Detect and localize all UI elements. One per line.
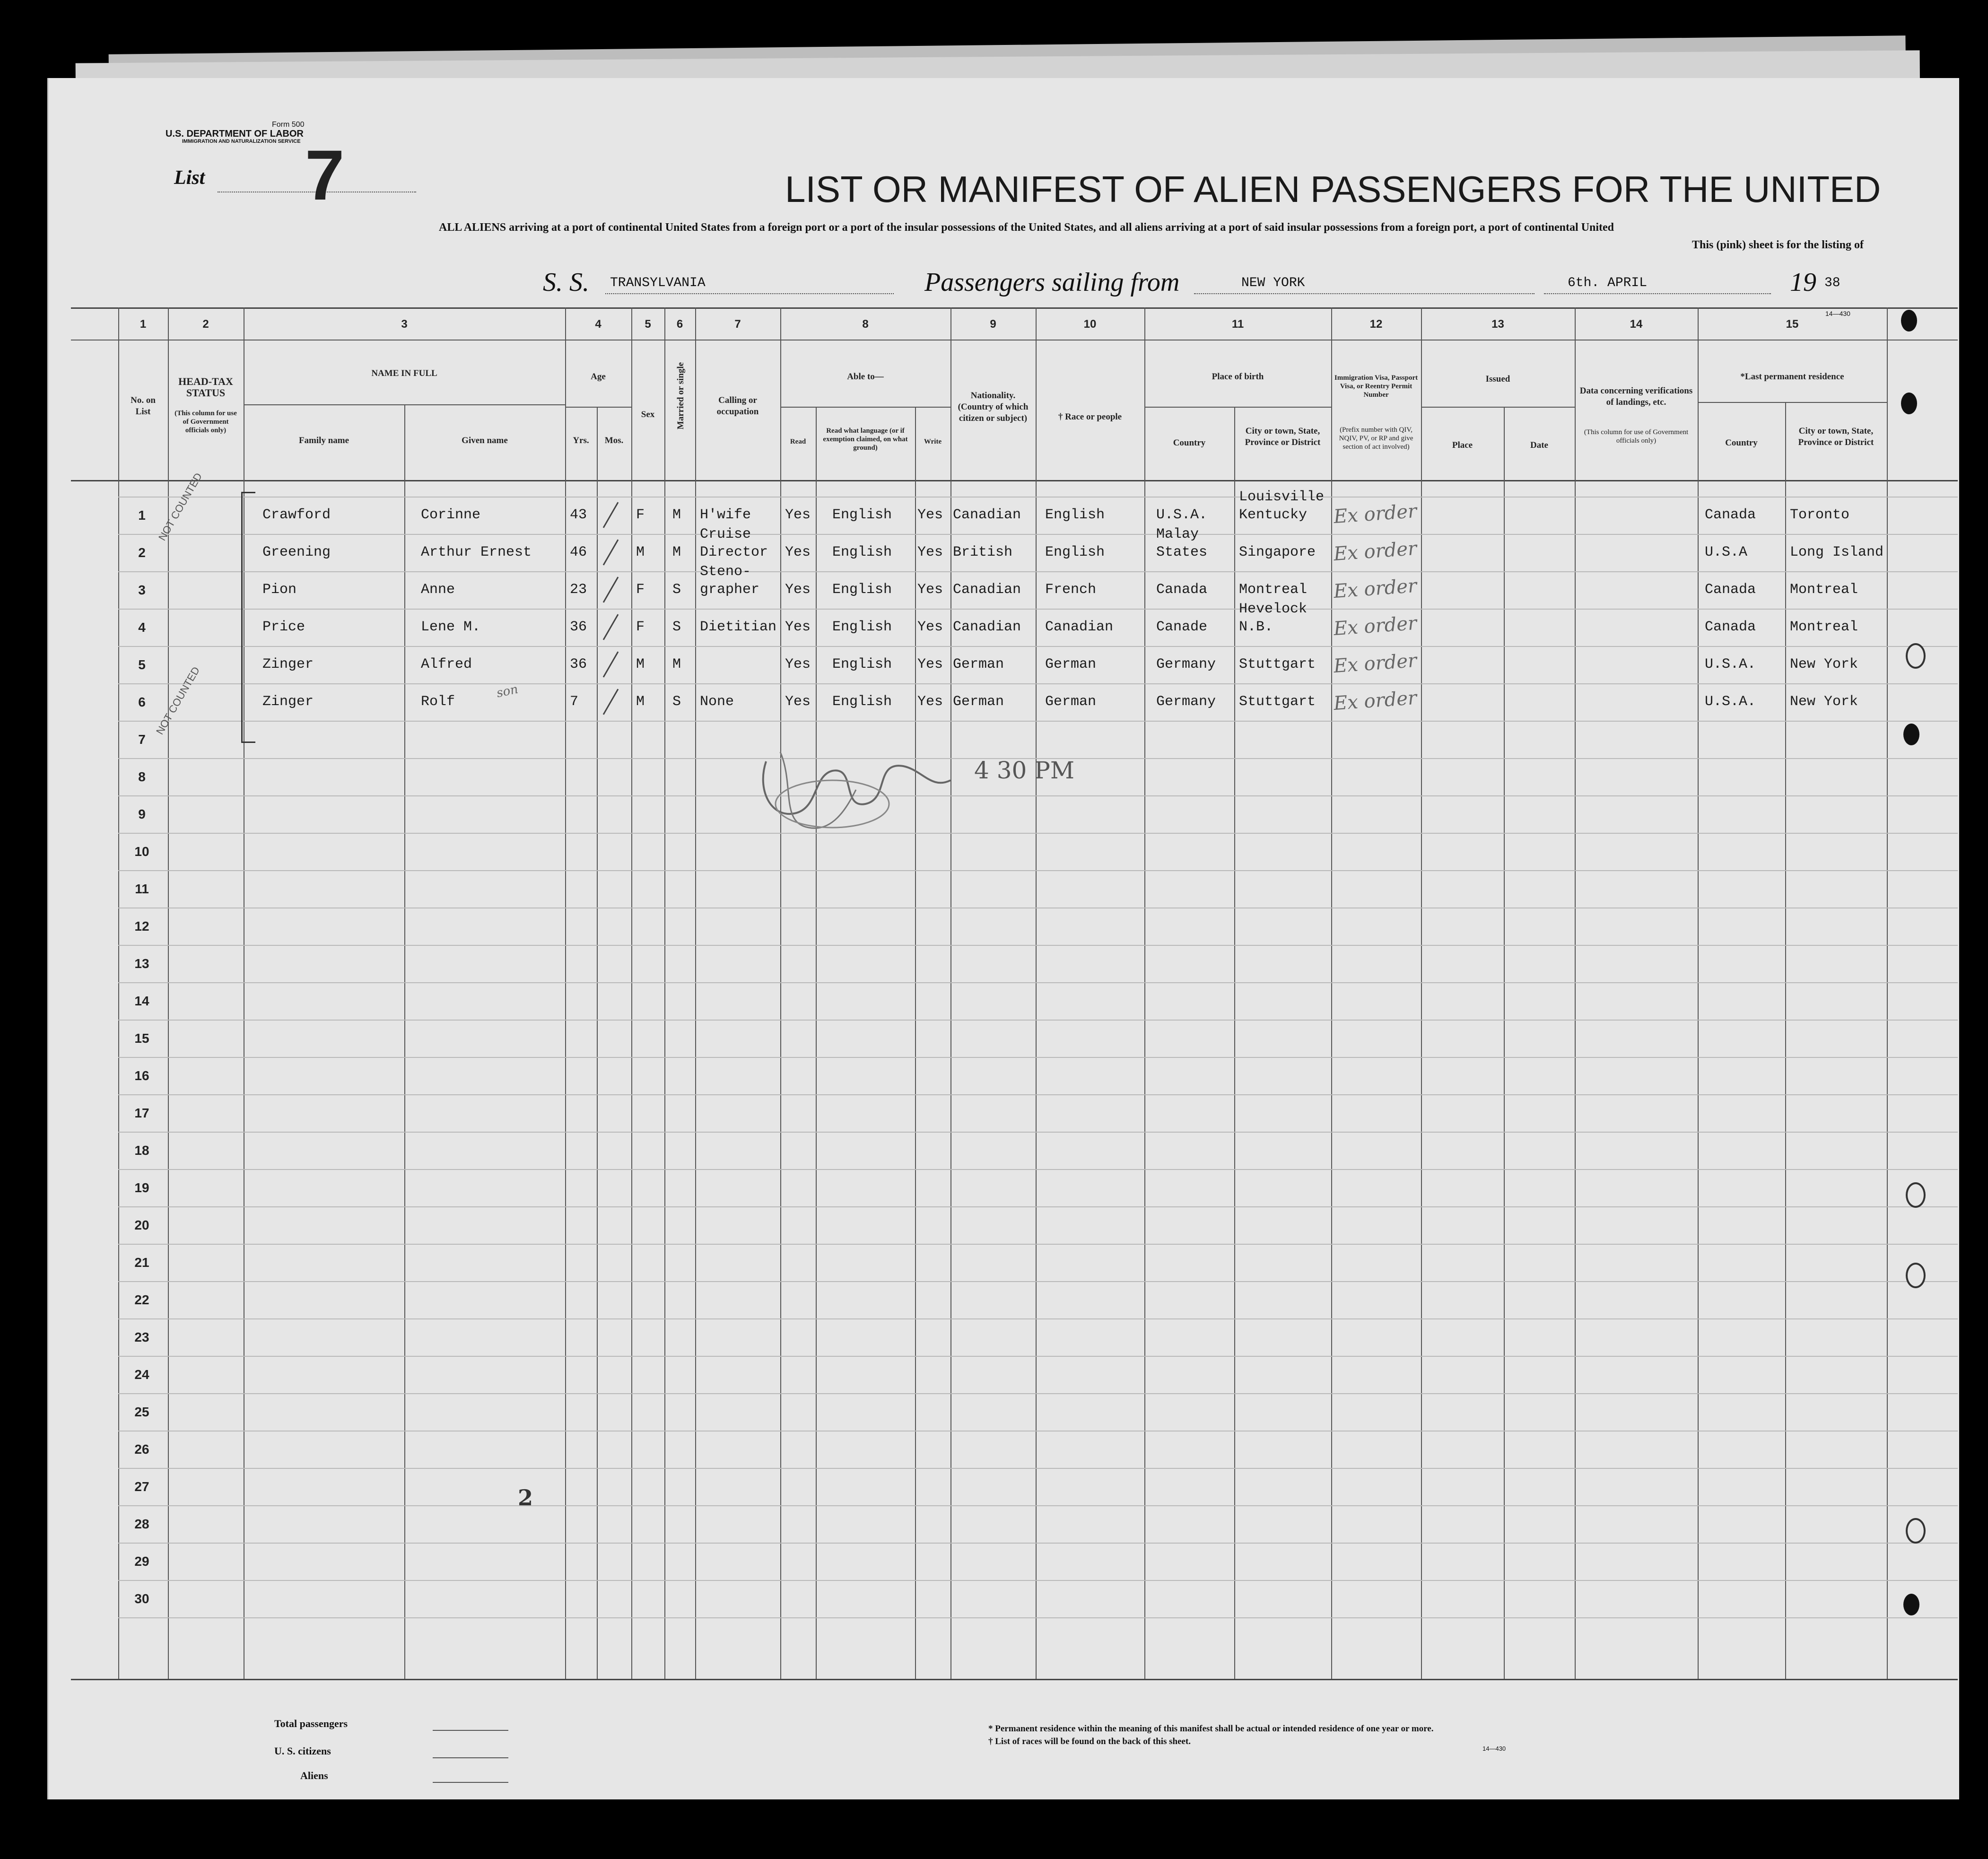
sailing-label: Passengers sailing from xyxy=(924,268,1180,297)
col-line xyxy=(1698,307,1699,1679)
not-counted-stamp: NOT COUNTED xyxy=(156,471,205,543)
res-country-cell: Canada xyxy=(1705,507,1756,523)
header-issued-date: Date xyxy=(1530,440,1548,450)
row-rule xyxy=(118,1580,1958,1581)
header-birth-city: City or town, State, Province or District xyxy=(1245,426,1321,447)
binder-hole xyxy=(1901,393,1917,414)
row-rule xyxy=(118,1094,1958,1095)
port-name: NEW YORK xyxy=(1241,276,1305,290)
birth-city-cell: Singapore xyxy=(1239,544,1316,560)
read-cell: Yes xyxy=(785,507,811,523)
binder-hole xyxy=(1906,1263,1926,1288)
race-cell: German xyxy=(1045,656,1097,672)
race-cell: Canadian xyxy=(1045,619,1114,635)
header-place-of-birth: Place of birth xyxy=(1212,372,1264,382)
language-cell: English xyxy=(832,656,892,672)
header-calling: Calling or occupation xyxy=(716,395,759,417)
row-rule xyxy=(118,721,1958,722)
column-number: 14 xyxy=(1630,318,1643,331)
row-number: 23 xyxy=(134,1330,149,1344)
col-line xyxy=(597,407,598,1679)
header-no-on-list: No. on List xyxy=(131,395,156,417)
row-number: 13 xyxy=(134,956,149,971)
nationality-cell: German xyxy=(953,656,1004,672)
nationality-cell: Canadian xyxy=(953,582,1021,598)
row-rule xyxy=(118,534,1958,535)
group-bracket-top xyxy=(241,492,255,493)
time-stamp: 4 30 PM xyxy=(974,757,1075,784)
header-visa-note: (Prefix number with QIV, NQIV, PV, or RP and give section of act involved) xyxy=(1339,426,1413,451)
family-name-cell: Greening xyxy=(262,544,331,560)
not-counted-stamp: NOT COUNTED xyxy=(154,664,202,737)
header-write: Write xyxy=(924,438,942,445)
row-rule xyxy=(118,870,1958,871)
col-line xyxy=(1331,307,1332,1679)
language-cell: English xyxy=(832,619,892,635)
manifest-title: LIST OR MANIFEST OF ALIEN PASSENGERS FOR THE UNITED xyxy=(785,168,1881,210)
column-number: 12 xyxy=(1369,318,1383,331)
row-number: 18 xyxy=(134,1143,149,1158)
row-rule xyxy=(118,1617,1958,1618)
row-rule xyxy=(118,1057,1958,1058)
row-rule xyxy=(118,646,1958,647)
given-name-cell: Corinne xyxy=(421,507,481,523)
row-rule xyxy=(118,683,1958,684)
race-cell: English xyxy=(1045,544,1105,560)
subtitle-line-1: ALL ALIENS arriving at a port of continental United States from a foreign port or a port of the insular possessions of the United States, and all aliens arriving at a port of said insular possessions from a foreign port, a port of continental United xyxy=(439,221,1614,234)
footer-note-1: * Permanent residence within the meaning of this manifest shall be actual or intended residence of one year or more. xyxy=(988,1724,1434,1734)
sex-cell: M xyxy=(636,694,645,710)
birth-subheader-line xyxy=(1144,407,1331,408)
ship-name: TRANSYLVANIA xyxy=(610,276,706,290)
age-yrs-cell: 7 xyxy=(570,694,579,710)
col-line xyxy=(780,307,781,1679)
married-cell: M xyxy=(672,656,681,672)
row-number: 8 xyxy=(138,769,146,784)
given-name-cell: Rolf xyxy=(421,694,455,710)
row-number: 29 xyxy=(134,1554,149,1569)
birth-city-cell: N.B. xyxy=(1239,619,1273,635)
binder-hole xyxy=(1903,724,1919,745)
birth-country-cell: U.S.A. xyxy=(1156,507,1208,523)
header-issued: Issued xyxy=(1485,374,1510,384)
read-cell: Yes xyxy=(785,582,811,598)
column-number: 11 xyxy=(1231,318,1244,331)
row-rule xyxy=(118,1281,1958,1282)
birth-city-above-cell: Louisville xyxy=(1239,489,1325,505)
language-cell: English xyxy=(832,507,892,523)
footer-us-citizens: U. S. citizens xyxy=(274,1745,331,1757)
col-line xyxy=(1575,307,1576,1679)
column-number: 8 xyxy=(862,318,869,331)
sailing-date: 6th. APRIL xyxy=(1568,276,1648,290)
header-mos: Mos. xyxy=(604,436,624,445)
married-cell: S xyxy=(672,582,681,598)
column-number: 15 xyxy=(1786,318,1799,331)
column-number: 10 xyxy=(1083,318,1097,331)
footer-line xyxy=(433,1730,508,1731)
binder-hole xyxy=(1903,1594,1919,1615)
col-line xyxy=(1421,307,1422,1679)
header-bottom-border xyxy=(71,480,1958,481)
visa-cell: Ex order xyxy=(1333,687,1418,715)
header-yrs: Yrs. xyxy=(573,436,589,445)
sex-cell: F xyxy=(636,619,645,635)
language-cell: English xyxy=(832,544,892,560)
col-line xyxy=(915,407,916,1679)
birth-country-cell: Germany xyxy=(1156,656,1216,672)
age-yrs-cell: 43 xyxy=(570,507,587,523)
header-family-name: Family name xyxy=(298,436,349,445)
birth-country-cell: Canade xyxy=(1156,619,1208,635)
family-name-cell: Pion xyxy=(262,582,297,598)
row-number: 17 xyxy=(134,1106,149,1120)
age-yrs-cell: 46 xyxy=(570,544,587,560)
family-name-cell: Zinger xyxy=(262,656,314,672)
header-last-residence: *Last permanent residence xyxy=(1740,372,1844,382)
res-city-cell: New York xyxy=(1790,694,1858,710)
sex-cell: M xyxy=(636,544,645,560)
nationality-cell: German xyxy=(953,694,1004,710)
birth-country-cell: Germany xyxy=(1156,694,1216,710)
row-rule xyxy=(118,1206,1958,1207)
row-number: 2 xyxy=(138,545,146,560)
year-prefix: 19 xyxy=(1790,268,1816,297)
column-number: 2 xyxy=(202,318,209,331)
write-cell: Yes xyxy=(917,582,943,598)
binder-hole xyxy=(1906,1518,1926,1544)
read-cell: Yes xyxy=(785,544,811,560)
group-bracket-bottom xyxy=(241,742,255,743)
manifest-sheet xyxy=(47,78,1959,1799)
visa-cell: Ex order xyxy=(1333,575,1418,603)
column-number: 5 xyxy=(645,318,651,331)
given-name-note: son xyxy=(495,682,520,701)
calling-above-cell: Cruise xyxy=(700,526,751,542)
given-name-cell: Alfred xyxy=(421,656,472,672)
service: IMMIGRATION AND NATURALIZATION SERVICE xyxy=(182,139,301,144)
signature-stamp xyxy=(752,733,960,842)
row-rule xyxy=(118,1393,1958,1394)
table-top-border xyxy=(71,307,1958,309)
header-head-tax-note: (This column for use of Government officials only) xyxy=(174,410,237,434)
header-name-in-full: NAME IN FULL xyxy=(371,368,437,378)
row-rule xyxy=(118,609,1958,610)
row-rule xyxy=(118,571,1958,572)
footer-line xyxy=(433,1757,508,1758)
row-rule xyxy=(118,1543,1958,1544)
col-line xyxy=(1144,307,1145,1679)
row-number: 6 xyxy=(138,695,146,709)
read-cell: Yes xyxy=(785,656,811,672)
footer-note-2: † List of races will be found on the back of this sheet. xyxy=(988,1737,1191,1746)
header-data-verif-note: (This column for use of Government officials only) xyxy=(1584,428,1689,445)
header-read-language: Read what language (or if exemption claimed, on what ground) xyxy=(823,427,908,452)
row-number: 28 xyxy=(134,1517,149,1531)
ss-label: S. S. xyxy=(543,268,589,297)
table-bottom-border xyxy=(71,1679,1958,1680)
write-cell: Yes xyxy=(917,694,943,710)
birth-city-cell: Stuttgart xyxy=(1239,694,1316,710)
visa-cell: Ex order xyxy=(1333,649,1418,678)
res-country-cell: Canada xyxy=(1705,582,1756,598)
group-bracket xyxy=(241,492,243,742)
birth-city-cell: Stuttgart xyxy=(1239,656,1316,672)
row-number: 15 xyxy=(134,1031,149,1046)
birth-city-above-cell: Hevelock xyxy=(1239,601,1308,617)
row-number: 3 xyxy=(138,583,146,597)
res-country-cell: U.S.A. xyxy=(1705,656,1756,672)
row-number: 21 xyxy=(134,1255,149,1270)
date-underline xyxy=(1544,293,1771,294)
row-rule xyxy=(118,1132,1958,1133)
calling-cell: None xyxy=(700,694,734,710)
res-city-cell: Long Island xyxy=(1790,544,1884,560)
col-line xyxy=(1785,402,1786,1679)
race-cell: English xyxy=(1045,507,1105,523)
binder-hole xyxy=(1906,643,1926,669)
nationality-cell: British xyxy=(953,544,1013,560)
footer-total-passengers: Total passengers xyxy=(274,1718,348,1729)
res-city-cell: Montreal xyxy=(1790,582,1858,598)
col-line xyxy=(695,307,696,1679)
row-rule xyxy=(118,1505,1958,1506)
age-yrs-cell: 36 xyxy=(570,656,587,672)
write-cell: Yes xyxy=(917,619,943,635)
column-number: 4 xyxy=(595,318,602,331)
row-number: 4 xyxy=(138,620,146,635)
write-cell: Yes xyxy=(917,507,943,523)
header-head-tax: HEAD-TAX STATUS xyxy=(178,375,233,399)
race-cell: French xyxy=(1045,582,1097,598)
visa-cell: Ex order xyxy=(1333,500,1418,528)
list-label: List xyxy=(174,167,205,189)
footer-aliens: Aliens xyxy=(300,1770,328,1781)
birth-city-cell: Kentucky xyxy=(1239,507,1308,523)
married-cell: S xyxy=(672,619,681,635)
header-sex: Sex xyxy=(641,410,655,419)
read-cell: Yes xyxy=(785,619,811,635)
row-rule xyxy=(118,1169,1958,1170)
res-country-cell: Canada xyxy=(1705,619,1756,635)
age-yrs-cell: 23 xyxy=(570,582,587,598)
col-line xyxy=(1887,307,1888,1679)
header-read: Read xyxy=(790,438,806,445)
res-country-cell: U.S.A xyxy=(1705,544,1748,560)
column-number: 1 xyxy=(140,318,147,331)
row-rule xyxy=(118,1356,1958,1357)
given-name-cell: Arthur Ernest xyxy=(421,544,532,560)
family-name-cell: Zinger xyxy=(262,694,314,710)
header-able-to: Able to— xyxy=(847,372,884,382)
sex-cell: F xyxy=(636,507,645,523)
birth-country-cell: States xyxy=(1156,544,1208,560)
col-line xyxy=(1036,307,1037,1679)
header-visa: Immigration Visa, Passport Visa, or Reentry Permit Number xyxy=(1334,374,1418,399)
calling-cell: Director xyxy=(700,544,768,560)
married-cell: M xyxy=(672,507,681,523)
row-number: 22 xyxy=(134,1292,149,1307)
res-city-cell: Toronto xyxy=(1790,507,1850,523)
header-issued-place: Place xyxy=(1452,440,1473,450)
row-rule xyxy=(118,833,1958,834)
row-rule xyxy=(118,1020,1958,1021)
row-rule xyxy=(118,945,1958,946)
footer-line xyxy=(433,1782,508,1783)
row-number: 24 xyxy=(134,1367,149,1382)
header-birth-country: Country xyxy=(1173,438,1206,448)
read-cell: Yes xyxy=(785,694,811,710)
col-line xyxy=(816,407,817,1679)
col-line xyxy=(168,307,169,1679)
row-number: 12 xyxy=(134,919,149,934)
binder-hole xyxy=(1906,1182,1926,1208)
row-number: 11 xyxy=(135,881,149,896)
visa-cell: Ex order xyxy=(1333,537,1418,566)
year-suffix: 38 xyxy=(1824,276,1840,290)
col-line xyxy=(1234,407,1235,1679)
family-name-cell: Price xyxy=(262,619,305,635)
birth-country-cell: Canada xyxy=(1156,582,1208,598)
calling-cell: H'wife xyxy=(700,507,751,523)
voyage-code: 14—430 xyxy=(1825,310,1850,317)
res-country-cell: U.S.A. xyxy=(1705,694,1756,710)
given-name-cell: Anne xyxy=(421,582,455,598)
department: U.S. DEPARTMENT OF LABOR xyxy=(166,129,304,139)
page-mark: 2 xyxy=(518,1485,533,1510)
age-yrs-cell: 36 xyxy=(570,619,587,635)
header-res-country: Country xyxy=(1725,438,1758,448)
row-number: 9 xyxy=(138,807,146,821)
header-married: Married or single xyxy=(676,362,686,430)
header-race: † Race or people xyxy=(1058,412,1122,422)
row-number: 5 xyxy=(138,657,146,672)
given-name-cell: Lene M. xyxy=(421,619,481,635)
col-line xyxy=(404,404,405,1679)
subtitle-line-2: This (pink) sheet is for the listing of xyxy=(1692,239,1864,251)
column-number: 7 xyxy=(734,318,741,331)
able-subheader-line xyxy=(780,407,950,408)
family-name-cell: Crawford xyxy=(262,507,331,523)
row-number: 10 xyxy=(134,844,149,859)
col-line xyxy=(1504,407,1505,1679)
visa-cell: Ex order xyxy=(1333,612,1418,640)
footer-code: 14—430 xyxy=(1482,1745,1506,1752)
column-number: 3 xyxy=(401,318,408,331)
col-line xyxy=(565,307,566,1679)
row-number: 26 xyxy=(134,1442,149,1457)
nationality-cell: Canadian xyxy=(953,507,1021,523)
language-cell: English xyxy=(832,582,892,598)
header-data-verif: Data concerning verifications of landings, etc. xyxy=(1579,386,1693,407)
sex-cell: F xyxy=(636,582,645,598)
row-rule xyxy=(118,1468,1958,1469)
header-age: Age xyxy=(591,372,606,382)
married-cell: S xyxy=(672,694,681,710)
row-number: 25 xyxy=(134,1405,149,1419)
column-number: 6 xyxy=(676,318,683,331)
port-underline xyxy=(1194,293,1535,294)
row-number: 16 xyxy=(134,1068,149,1083)
row-number: 20 xyxy=(134,1218,149,1232)
calling-above-cell: Steno- xyxy=(700,564,751,580)
ship-underline xyxy=(605,293,894,294)
sex-cell: M xyxy=(636,656,645,672)
column-number: 13 xyxy=(1491,318,1504,331)
issued-subheader-line xyxy=(1421,407,1575,408)
birth-city-cell: Montreal xyxy=(1239,582,1308,598)
row-rule xyxy=(118,1244,1958,1245)
header-nationality: Nationality. (Country of which citizen or subject) xyxy=(958,391,1029,423)
race-cell: German xyxy=(1045,694,1097,710)
col-line xyxy=(664,307,665,1679)
binder-hole xyxy=(1901,310,1917,332)
language-cell: English xyxy=(832,694,892,710)
row-rule xyxy=(118,982,1958,983)
row-number: 19 xyxy=(134,1180,149,1195)
row-number: 30 xyxy=(134,1591,149,1606)
calling-cell: Dietitian xyxy=(700,619,777,635)
nationality-cell: Canadian xyxy=(953,619,1021,635)
row-number: 1 xyxy=(138,508,146,523)
col-line xyxy=(950,307,951,1679)
header-given-name: Given name xyxy=(462,436,508,445)
header-res-city: City or town, State, Province or District xyxy=(1798,426,1874,447)
married-cell: M xyxy=(672,544,681,560)
write-cell: Yes xyxy=(917,544,943,560)
birth-country-above-cell: Malay xyxy=(1156,526,1199,542)
row-number: 14 xyxy=(134,994,149,1008)
row-rule xyxy=(118,1318,1958,1319)
row-number: 27 xyxy=(134,1479,149,1494)
res-city-cell: New York xyxy=(1790,656,1858,672)
row-rule xyxy=(118,795,1958,796)
form-number: Form 500 xyxy=(272,121,305,129)
list-number: 7 xyxy=(305,135,345,215)
residence-subheader-line xyxy=(1698,402,1887,403)
calling-cell: grapher xyxy=(700,582,760,598)
col-line xyxy=(631,307,632,1679)
row-number: 7 xyxy=(138,732,146,747)
age-subheader-line xyxy=(565,407,631,408)
res-city-cell: Montreal xyxy=(1790,619,1858,635)
column-number: 9 xyxy=(990,318,996,331)
write-cell: Yes xyxy=(917,656,943,672)
